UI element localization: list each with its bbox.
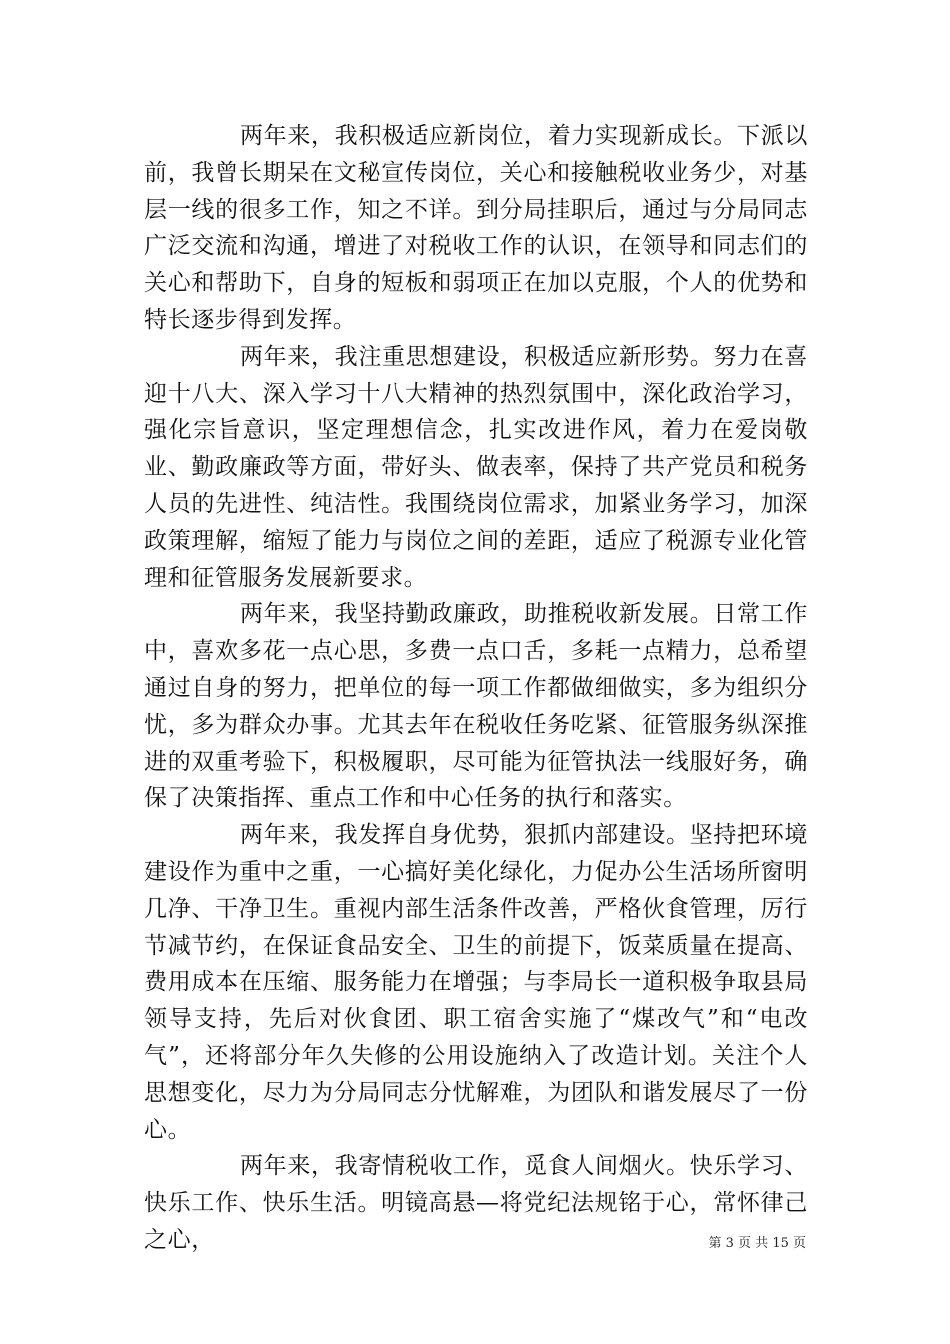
- paragraph-tax-work: 两年来，我寄情税收工作，觅食人间烟火。快乐学习、快乐工作、快乐生活。明镜高悬—将党纪法规铭于心，常怀律己之心，: [144, 1153, 808, 1253]
- paragraph-ideology: 两年来，我注重思想建设，积极适应新形势。努力在喜迎十八大、深入学习十八大精神的热烈氛围中，深化政治学习，强化宗旨意识，坚定理想信念，扎实改进作风，着力在爱岗敬业、勤政廉政等方面，带好头、做表率，保持了共产党员和税务人员的先进性、纯洁性。我围绕岗位需求，加紧业务学习，加深政策理解，缩短了能力与岗位之间的差距，适应了税源专业化管理和征管服务发展新要求。: [144, 343, 808, 591]
- paragraph-new-post: 两年来，我积极适应新岗位，着力实现新成长。下派以前，我曾长期呆在文秘宣传岗位，关心和接触税收业务少，对基层一线的很多工作，知之不详。到分局挂职后，通过与分局同志广泛交流和沟通，增进了对税收工作的认识，在领导和同志们的关心和帮助下，自身的短板和弱项正在加以克服，个人的优势和特长逐步得到发挥。: [144, 123, 808, 333]
- page-number: 第 3 页 共 15 页: [708, 1236, 806, 1251]
- paragraph-diligence: 两年来，我坚持勤政廉政，助推税收新发展。日常工作中，喜欢多花一点心思，多费一点口舌，多耗一点精力，总希望通过自身的努力，把单位的每一项工作都做细做实，多为组织分忧，多为群众办事。尤其去年在税收任务吃紧、征管服务纵深推进的双重考验下，积极履职，尽可能为征管执法一线服好务，确保了决策指挥、重点工作和中心任务的执行和落实。: [144, 601, 808, 812]
- paragraph-internal-building: 两年来，我发挥自身优势，狠抓内部建设。坚持把环境建设作为重中之重，一心搞好美化绿化，力促办公生活场所窗明几净、干净卫生。重视内部生活条件改善，严格伙食管理，厉行节减节约，在保证食品安全、卫生的前提下，饭菜质量在提高、费用成本在压缩、服务能力在增强；与李局长一道积极争取县局领导支持，先后对伙食团、职工宿舍实施了“煤改气”和“电改气”，还将部分年久失修的公用设施纳入了改造计划。关注个人思想变化，尽力为分局同志分忧解难，为团队和谐发展尽了一份心。: [144, 822, 808, 1143]
- document-body: [144, 118, 808, 1259]
